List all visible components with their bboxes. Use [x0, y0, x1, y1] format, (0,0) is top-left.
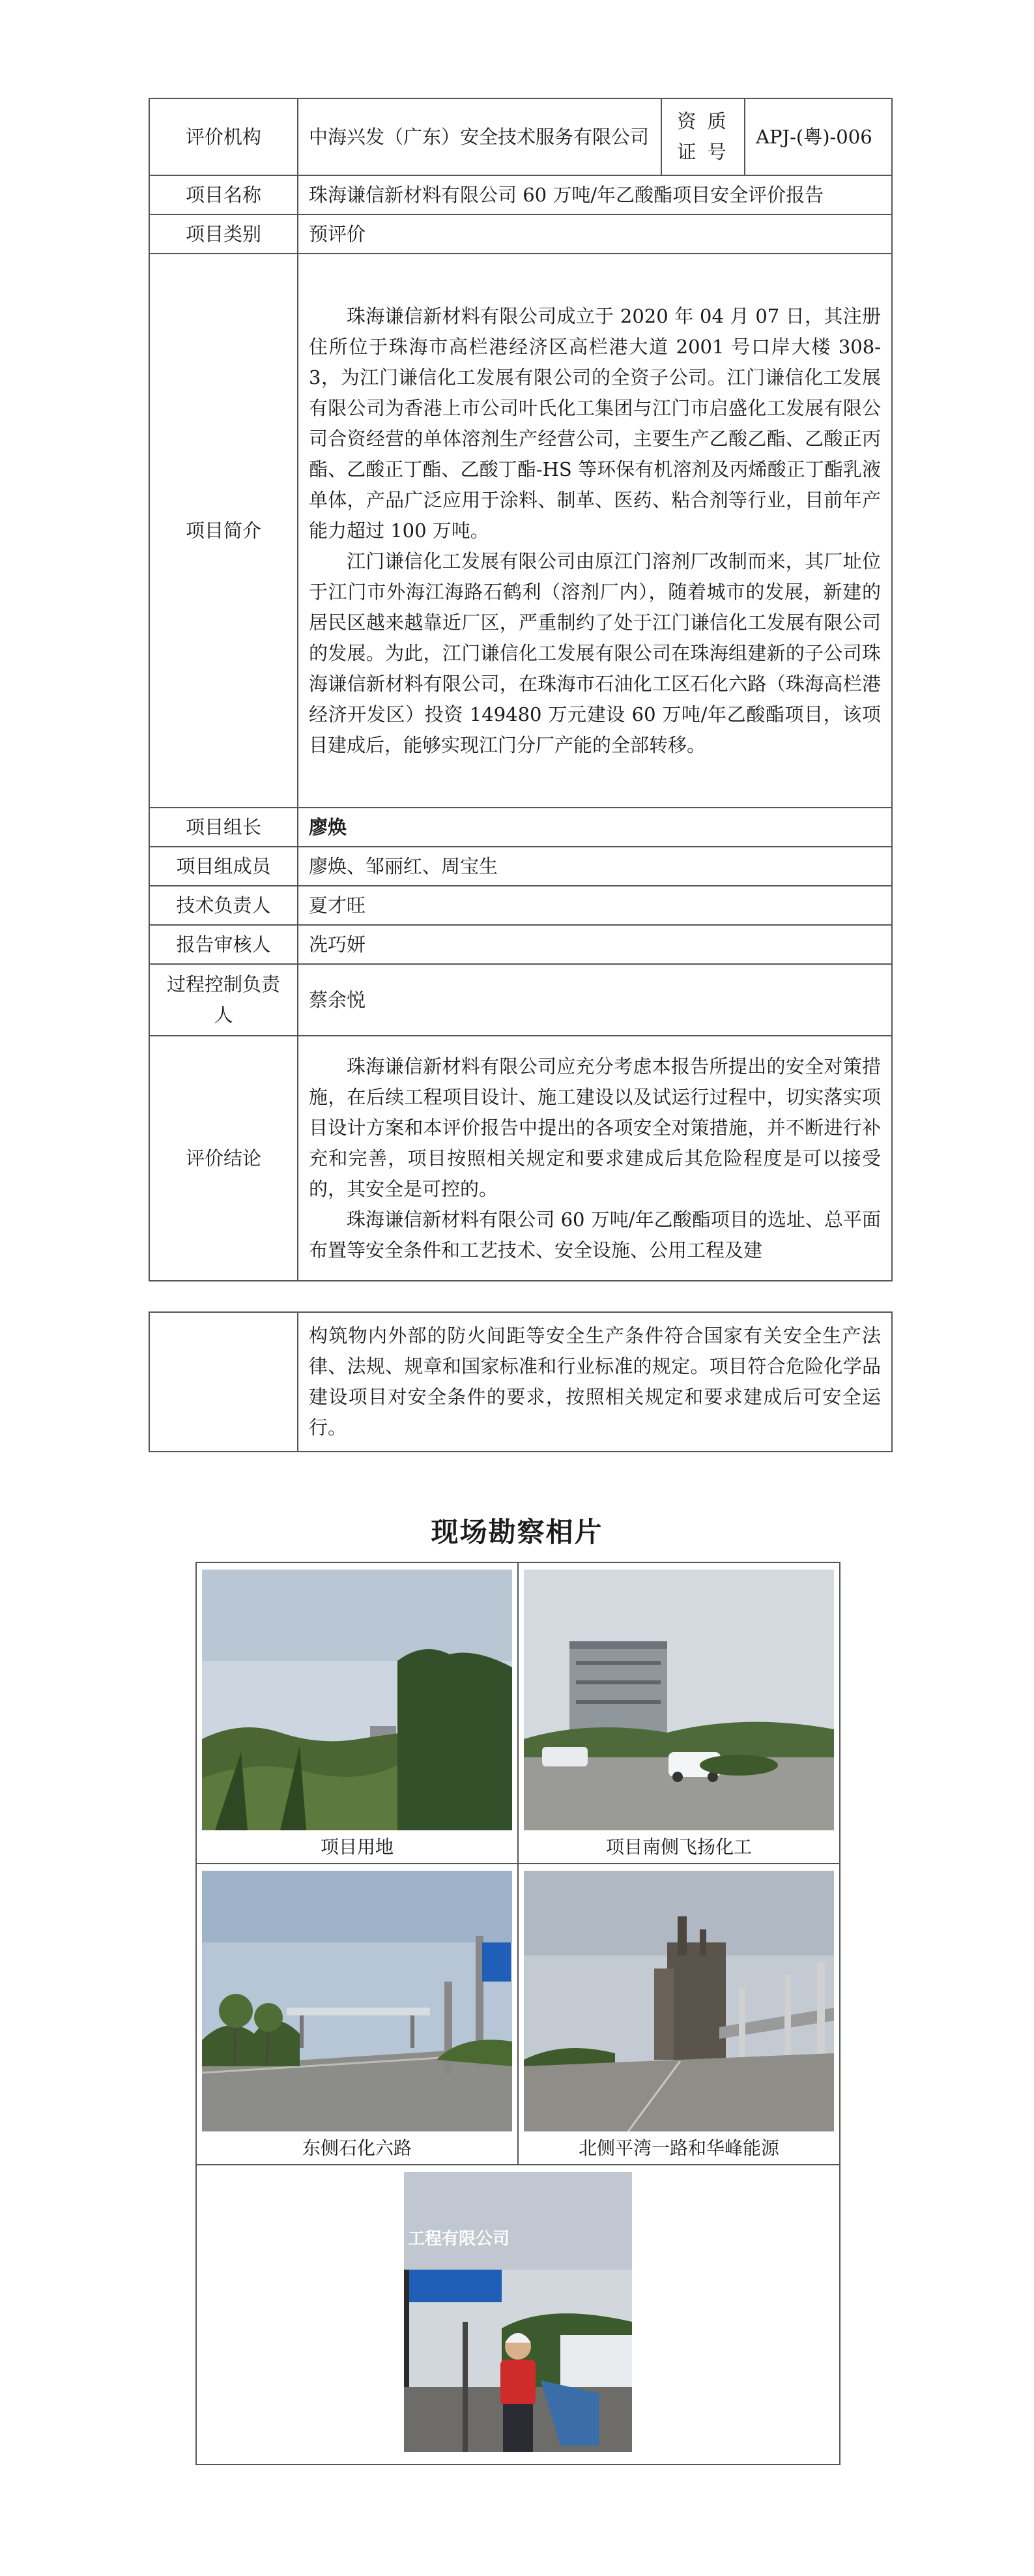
photo-cell-team	[196, 2165, 840, 2465]
cert-value: APJ-(粤)-006	[745, 98, 892, 175]
photo-cell-south	[518, 1562, 840, 1864]
intro-text	[298, 254, 892, 808]
tech-label: 技术负责人	[149, 886, 298, 925]
intro-paragraph-1: 珠海谦信新材料有限公司成立于 2020 年 04 月 07 日，其注册住所位于珠海市高栏港经济区高栏港大道 2001 号口岸大楼 308-3，为江门谦信化工发展有限公司的全资子公司。江门谦信化工发展有限公司为香港上市公司叶氏化工集团与江门市启盛化工发展有限公司合资经营的单体溶剂生产经营公司，主要生产乙酸乙酯、乙酸正丙酯、乙酸正丁酯、乙酸丁酯-HS 等环保有机溶剂及丙烯酸正丁酯乳液单体，产品广泛应用于涂料、制革、医药、粘合剂等行业，目前年产能力超过 100 万吨。	[309, 304, 881, 542]
photo-south-factory	[524, 1570, 834, 1830]
conclusion-label: 评价结论	[149, 1036, 298, 1281]
row-process	[149, 964, 892, 1036]
conclusion-text	[298, 1036, 892, 1281]
photos-row-1	[196, 1562, 840, 1864]
row-tech	[149, 886, 892, 925]
photo-north-road	[524, 1871, 834, 2131]
agency-label: 评价机构	[149, 98, 298, 175]
project-name-label: 项目名称	[149, 175, 298, 214]
leader-label: 项目组长	[149, 808, 298, 847]
conclusion-continued-text	[298, 1312, 892, 1452]
evaluation-table-continued	[149, 1311, 893, 1452]
row-leader	[149, 808, 892, 847]
leader-value: 廖焕	[298, 808, 892, 847]
row-conclusion	[149, 1036, 892, 1281]
agency-value: 中海兴发（广东）安全技术服务有限公司	[298, 98, 661, 175]
row-project-type	[149, 214, 892, 254]
cert-label: 资 质 证 号	[661, 98, 745, 175]
row-conclusion-continued	[149, 1312, 892, 1452]
photo-team-member	[404, 2172, 632, 2452]
photo-caption-3: 东侧石化六路	[302, 2137, 412, 2159]
project-name-value: 珠海谦信新材料有限公司 60 万吨/年乙酸酯项目安全评价报告	[298, 175, 892, 214]
photo-sign-text: 工程有限公司	[408, 2229, 510, 2249]
intro-paragraph-2: 江门谦信化工发展有限公司由原江门溶剂厂改制而来，其厂址位于江门市外海江海路石鹤利（溶剂厂内），随着城市的发展，新建的居民区越来越靠近厂区，严重制约了处于江门谦信化工发展有限公司的发展。为此，江门谦信化工发展有限公司在珠海组建新的子公司珠海谦信新材料有限公司，在珠海市石油化工区石化六路（珠海高栏港经济开发区）投资 149480 万元建设 60 万吨/年乙酸酯项目，该项目建成后，能够实现江门分厂产能的全部转移。	[309, 549, 881, 756]
row-intro	[149, 254, 892, 808]
photo-caption-1: 项目用地	[320, 1836, 394, 1858]
project-type-label: 项目类别	[149, 214, 298, 254]
members-label: 项目组成员	[149, 847, 298, 886]
photos-row-3	[196, 2165, 840, 2465]
photo-caption-2: 项目南侧飞扬化工	[605, 1836, 752, 1858]
tech-value: 夏才旺	[298, 886, 892, 925]
photo-project-site	[202, 1570, 512, 1830]
row-agency	[149, 98, 892, 175]
reviewer-value: 冼巧妍	[298, 925, 892, 964]
photos-table	[195, 1562, 840, 2465]
row-members	[149, 847, 892, 886]
evaluation-table	[149, 98, 893, 1281]
photo-cell-site	[196, 1562, 518, 1864]
row-project-name	[149, 175, 892, 214]
reviewer-label: 报告审核人	[149, 925, 298, 964]
row-reviewer	[149, 925, 892, 964]
photos-title: 现场勘察相片	[431, 1516, 603, 1548]
process-label: 过程控制负责人	[149, 964, 298, 1036]
members-value: 廖焕、邹丽红、周宝生	[298, 847, 892, 886]
photo-cell-east	[196, 1864, 518, 2165]
photo-cell-north	[518, 1864, 840, 2165]
conclusion-continued-paragraph: 构筑物内外部的防火间距等安全生产条件符合国家有关安全生产法律、法规、规章和国家标准和行业标准的规定。项目符合危险化学品建设项目对安全条件的要求，按照相关规定和要求建成后可安全运行。	[309, 1325, 881, 1439]
photos-row-2	[196, 1864, 840, 2165]
process-value: 蔡余悦	[298, 964, 892, 1036]
photo-caption-4: 北侧平湾一路和华峰能源	[578, 2137, 779, 2159]
conclusion-paragraph-2: 珠海谦信新材料有限公司 60 万吨/年乙酸酯项目的选址、总平面布置等安全条件和工艺技术、安全设施、公用工程及建	[309, 1208, 881, 1261]
conclusion-paragraph-1: 珠海谦信新材料有限公司应充分考虑本报告所提出的安全对策措施，在后续工程项目设计、施工建设以及试运行过程中，切实落实项目设计方案和本评价报告中提出的各项安全对策措施，并不断进行补充和完善，项目按照相关规定和要求建成后其危险程度是可以接受的，其安全是可控的。	[309, 1055, 881, 1200]
conclusion-continued-empty	[149, 1312, 298, 1452]
intro-label: 项目简介	[149, 254, 298, 808]
project-type-value: 预评价	[298, 214, 892, 254]
photo-east-road	[202, 1871, 512, 2131]
